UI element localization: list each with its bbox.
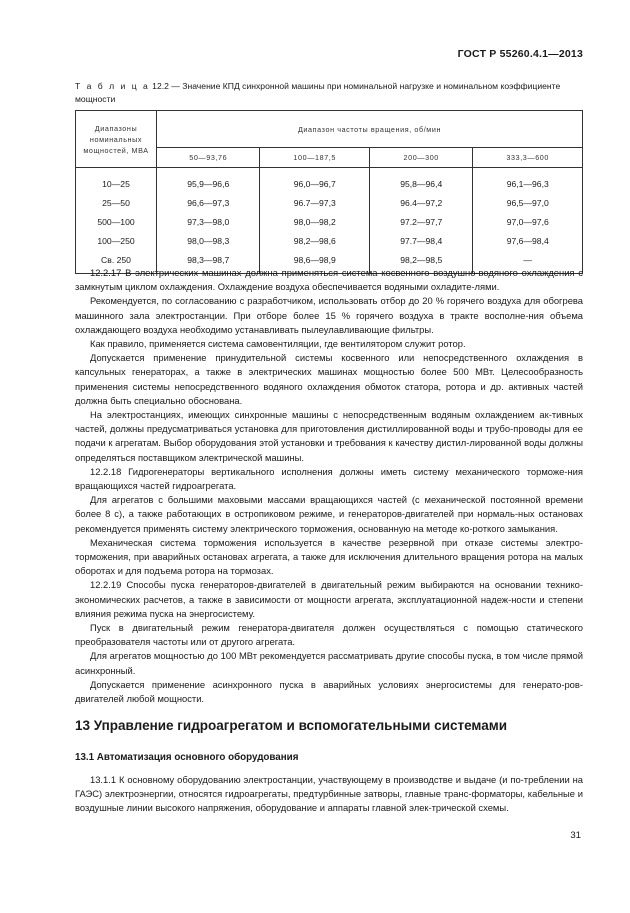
paragraph: Механическая система торможения используется в качестве резервной при отказе системы электро-торможения, при аварийных остановах агрегата, а также для исключения длительного вращения ротора на малых оборотах и для подъема ротора на тормозах.	[75, 536, 583, 577]
table-caption-text: 12.2 — Значение КПД синхронной машины при номинальной нагрузке и номинальном коэффициенте мощности	[75, 81, 561, 104]
table-cell: 97,6—98,4	[473, 231, 583, 250]
column-header: 100—187,5	[260, 148, 370, 168]
row-header: Диапазоны номинальных мощностей, МВА	[76, 111, 157, 168]
table-row	[76, 193, 583, 212]
paragraph: Допускается применение асинхронного пуска в аварийных условиях энергосистемы для генерато-ров-двигателей любой мощности.	[75, 678, 583, 705]
table-cell: 95,8—96,4	[369, 168, 472, 194]
page-number: 31	[570, 830, 581, 841]
table-cell: —	[473, 250, 583, 274]
row-label: 10—25	[76, 168, 157, 194]
table-caption	[75, 80, 583, 105]
paragraph: 13.1.1 К основному оборудованию электростанции, участвующему в производстве и выдаче (и по-треблении на ГАЭС) электроэнергии, относятся гидроагрегаты, предтурбинные затворы, главные транс-форматоры, кабельные и воздушные линии высокого напряжения, оборудование и аппараты главной элек-трической схемы.	[75, 774, 583, 814]
table-cell: 98,0—98,2	[260, 212, 370, 231]
paragraph: Рекомендуется, по согласованию с разработчиком, использовать отбор до 20 % горячего воздуха для обогрева машинного зала электростанции. При отборе более 15 % горячего воздуха в тракте восполне-ния объема охлаждающего воздуха необходимо устанавливать пылеулавливающие фильтры.	[75, 295, 583, 335]
table-cell: 97,3—98,0	[157, 212, 260, 231]
table-cell: 96,1—96,3	[473, 168, 583, 194]
efficiency-table	[75, 110, 583, 274]
table-cell: 98,2—98,5	[369, 250, 472, 274]
column-header: 333,3—600	[473, 148, 583, 168]
document-header: ГОСТ Р 55260.4.1—2013	[457, 48, 583, 60]
row-label: 25—50	[76, 193, 157, 212]
table-row	[76, 168, 583, 194]
row-label: 100—250	[76, 231, 157, 250]
table-cell: 96.4—97,2	[369, 193, 472, 212]
column-header: 50—93,76	[157, 148, 260, 168]
body-text	[75, 266, 583, 706]
paragraph: На электростанциях, имеющих синхронные машины с непосредственным водяным охлаждением ак-тивных частей, должны предусматриваться установка для приготовления дистиллированной воды и трубо-проводы для ее подачи к агрегатам. Выбор оборудования этой установки и требования к качеству дистил-лированной воды должны определяться поставщиком электрической машины.	[75, 409, 583, 463]
table-cell: 95,9—96,6	[157, 168, 260, 194]
paragraph: 12.2.18 Гидрогенераторы вертикального исполнения должны иметь систему механического торможе-ния вращающихся частей гидроагрегата.	[75, 465, 583, 492]
table-row	[76, 231, 583, 250]
body-text-2	[75, 773, 583, 816]
paragraph: 12.2.17 В электрических машинах должна применяться система косвенного воздушно-водяного охлаждения с замкнутым циклом охлаждения. Охлаждение воздуха обеспечивается водяными охладите-лями.	[75, 267, 583, 293]
paragraph: Пуск в двигательный режим генератора-двигателя должен осуществляться с помощью статического преобразователя частоты или от другого агрегата.	[75, 622, 583, 648]
row-label: 500—100	[76, 212, 157, 231]
table-cell: 96,5—97,0	[473, 193, 583, 212]
column-header: 200—300	[369, 148, 472, 168]
table-cell: 96,6—97,3	[157, 193, 260, 212]
table-cell: 98,2—98,6	[260, 231, 370, 250]
paragraph: Для агрегатов с большими маховыми массами вращающихся частей (с механической постоянной времени более 8 с), а также работающих в остропиковом режиме, и генераторов-двигателей при нормаль-ных остановах рекомендуется применять систему электрического торможения, основанную на методе ко-роткого замыкания.	[75, 494, 583, 534]
table-caption-prefix: Т а б л и ц а	[75, 81, 150, 91]
paragraph: 12.2.19 Способы пуска генераторов-двигателей в двигательный режим выбираются на основании технико-экономических расчетов, а также в зависимости от мощности агрегата, эксплуатационной надеж-ности и степени влияния режима пуска на энергосистему.	[75, 579, 583, 619]
section-title: 13 Управление гидроагрегатом и вспомогательными системами	[75, 718, 508, 733]
table-cell: 97.7—98,4	[369, 231, 472, 250]
subsection-title: 13.1 Автоматизация основного оборудования	[75, 752, 299, 763]
table-cell: 98,0—98,3	[157, 231, 260, 250]
table-cell: 96,0—96,7	[260, 168, 370, 194]
paragraph: Допускается применение принудительной системы косвенного или непосредственного охлаждения в капсульных генераторах, а также в электрических машинах мощностью более 500 МВт. Целесообразность применения системы непосредственного водяного охлаждения обмоток статора, ротора и др. активных частей должна быть специально обоснована.	[75, 352, 583, 406]
table-cell: 97,0—97,6	[473, 212, 583, 231]
table-cell: 98,3—98,7	[157, 250, 260, 274]
table-cell: 96.7—97,3	[260, 193, 370, 212]
table-cell: 97.2—97,7	[369, 212, 472, 231]
paragraph: Для агрегатов мощностью до 100 МВт рекомендуется рассматривать другие способы пуска, в том числе прямой асинхронный.	[75, 650, 583, 676]
paragraph: Как правило, применяется система самовентиляции, где вентилятором служит ротор.	[90, 338, 466, 350]
table-row	[76, 212, 583, 231]
table-cell: 98,6—98,9	[260, 250, 370, 274]
row-label: Св. 250	[76, 250, 157, 274]
column-group-header: Диапазон частоты вращения, об/мин	[157, 111, 583, 148]
